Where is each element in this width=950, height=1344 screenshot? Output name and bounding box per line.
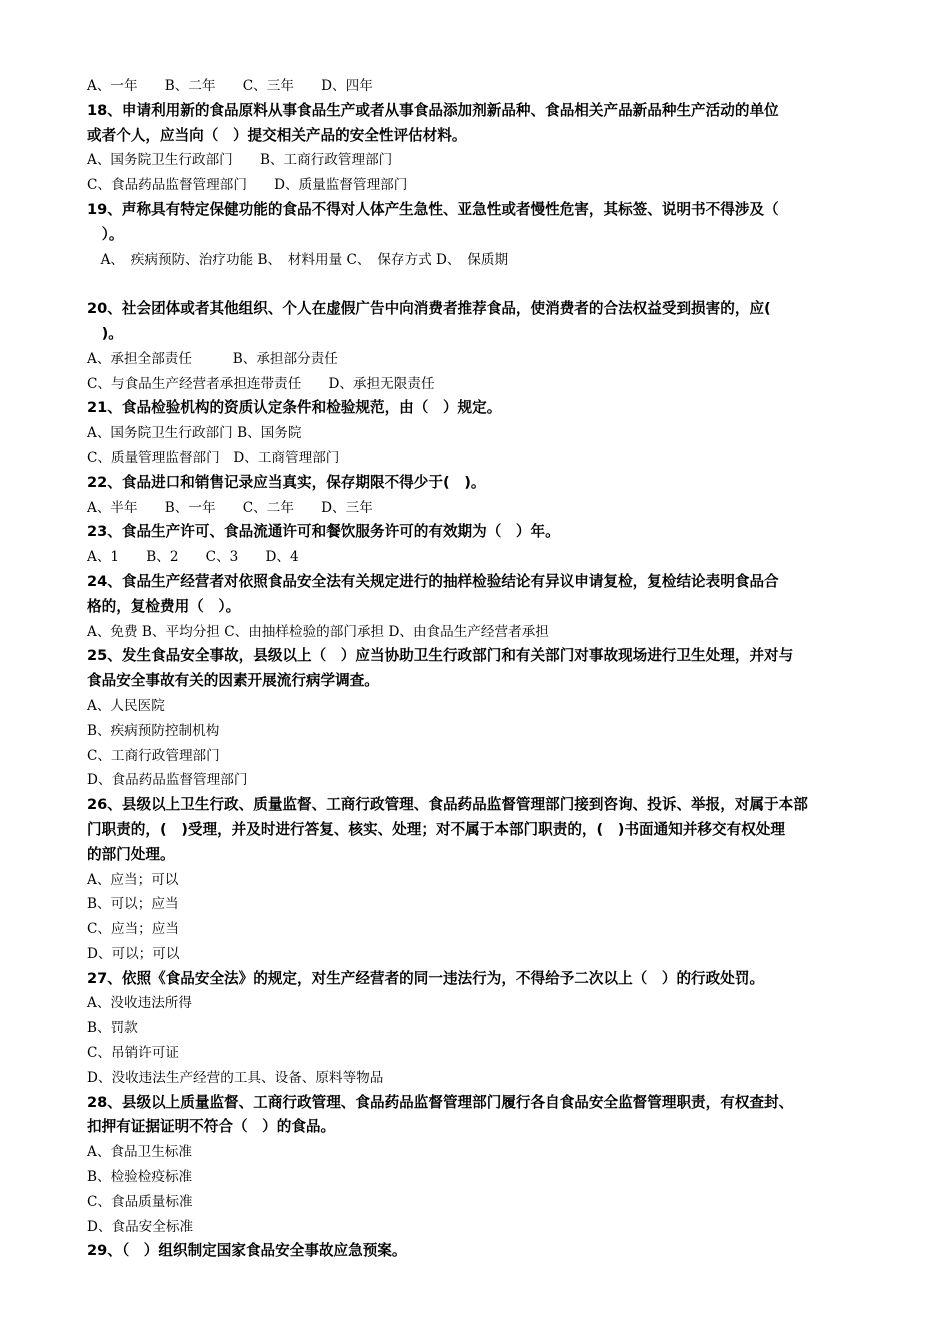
answer-options: A、食品卫生标准 bbox=[87, 1144, 192, 1161]
answer-options: A、 疾病预防、治疗功能 B、 材料用量 C、 保存方式 D、 保质期 bbox=[87, 251, 509, 268]
question-text: 或者个人，应当向（ ）提交相关产品的安全性评估材料。 bbox=[87, 126, 467, 144]
answer-options: B、疾病预防控制机构 bbox=[87, 722, 220, 739]
answer-options: C、应当；应当 bbox=[87, 921, 179, 938]
answer-options: A、应当；可以 bbox=[87, 871, 179, 888]
question-text: 18、申请利用新的食品原料从事食品生产或者从事食品添加剂新品种、食品相关产品新品种生产活动的单位 bbox=[87, 101, 779, 119]
question-text: 门职责的，( )受理，并及时进行答复、核实、处理；对不属于本部门职责的，( )书面通知并移交有权处理 bbox=[87, 820, 785, 838]
question-text: 28、县级以上质量监督、工商行政管理、食品药品监督管理部门履行各自食品安全监督管理职责，有权查封、 bbox=[87, 1093, 794, 1111]
answer-options: A、1 B、2 C、3 D、4 bbox=[87, 549, 299, 566]
answer-options: D、食品安全标准 bbox=[87, 1218, 194, 1235]
question-text: 24、食品生产经营者对依照食品安全法有关规定进行的抽样检验结论有异议申请复检，复检结论表明食品合 bbox=[87, 572, 779, 590]
answer-options: A、一年 B、二年 C、三年 D、四年 bbox=[87, 78, 373, 94]
answer-options: A、国务院卫生行政部门 B、国务院 bbox=[87, 425, 302, 442]
answer-options: C、食品药品监督管理部门 D、质量监督管理部门 bbox=[87, 177, 408, 194]
question-text: 23、食品生产许可、食品流通许可和餐饮服务许可的有效期为（ ）年。 bbox=[87, 523, 560, 541]
blank-line bbox=[87, 272, 877, 297]
answer-options: D、食品药品监督管理部门 bbox=[87, 772, 248, 789]
answer-options: A、承担全部责任 B、承担部分责任 bbox=[87, 350, 338, 367]
question-text: )。 bbox=[87, 324, 123, 342]
question-text: 扣押有证据证明不符合（ ）的食品。 bbox=[87, 1118, 336, 1136]
answer-options: A、免费 B、平均分担 C、由抽样检验的部门承担 D、由食品生产经营者承担 bbox=[87, 623, 549, 640]
document-page bbox=[87, 74, 877, 1264]
question-text: ）。 bbox=[87, 225, 124, 243]
answer-options: C、与食品生产经营者承担连带责任 D、承担无限责任 bbox=[87, 375, 435, 392]
answer-options: A、人民医院 bbox=[87, 697, 165, 714]
answer-options: A、半年 B、一年 C、二年 D、三年 bbox=[87, 499, 373, 516]
question-text: 29、（ ）组织制定国家食品安全事故应急预案。 bbox=[87, 1242, 407, 1260]
answer-options: B、检验检疫标准 bbox=[87, 1169, 193, 1186]
answer-options: B、罚款 bbox=[87, 1020, 138, 1037]
question-text: 的部门处理。 bbox=[87, 845, 175, 863]
answer-options: A、国务院卫生行政部门 B、工商行政管理部门 bbox=[87, 152, 393, 169]
answer-options: C、吊销许可证 bbox=[87, 1045, 179, 1062]
answer-options: C、工商行政管理部门 bbox=[87, 747, 220, 764]
answer-options: A、没收违法所得 bbox=[87, 995, 192, 1012]
answer-options: D、可以；可以 bbox=[87, 945, 180, 962]
question-text: 22、食品进口和销售记录应当真实，保存期限不得少于( )。 bbox=[87, 473, 486, 491]
answer-options: C、食品质量标准 bbox=[87, 1193, 193, 1210]
question-text: 20、社会团体或者其他组织、个人在虚假广告中向消费者推荐食品，使消费者的合法权益受到损害的，应( bbox=[87, 300, 771, 318]
question-text: 格的，复检费用（ ）。 bbox=[87, 597, 241, 615]
answer-options: B、可以；应当 bbox=[87, 896, 179, 913]
answer-options: D、没收违法生产经营的工具、设备、原料等物品 bbox=[87, 1069, 384, 1086]
question-text: 26、县级以上卫生行政、质量监督、工商行政管理、食品药品监督管理部门接到咨询、投诉、举报，对属于本部 bbox=[87, 796, 808, 814]
question-text: 19、声称具有特定保健功能的食品不得对人体产生急性、亚急性或者慢性危害，其标签、说明书不得涉及（ bbox=[87, 200, 779, 218]
answer-options: C、质量管理监督部门 D、工商管理部门 bbox=[87, 449, 340, 466]
question-text: 食品安全事故有关的因素开展流行病学调查。 bbox=[87, 672, 379, 690]
question-text: 27、依照《食品安全法》的规定，对生产经营者的同一违法行为，不得给予二次以上（ ）的行政处罚。 bbox=[87, 969, 765, 987]
question-text: 25、发生食品安全事故，县级以上（ ）应当协助卫生行政部门和有关部门对事故现场进行卫生处理，并对与 bbox=[87, 647, 794, 665]
question-text: 21、食品检验机构的资质认定条件和检验规范，由（ ）规定。 bbox=[87, 399, 502, 417]
